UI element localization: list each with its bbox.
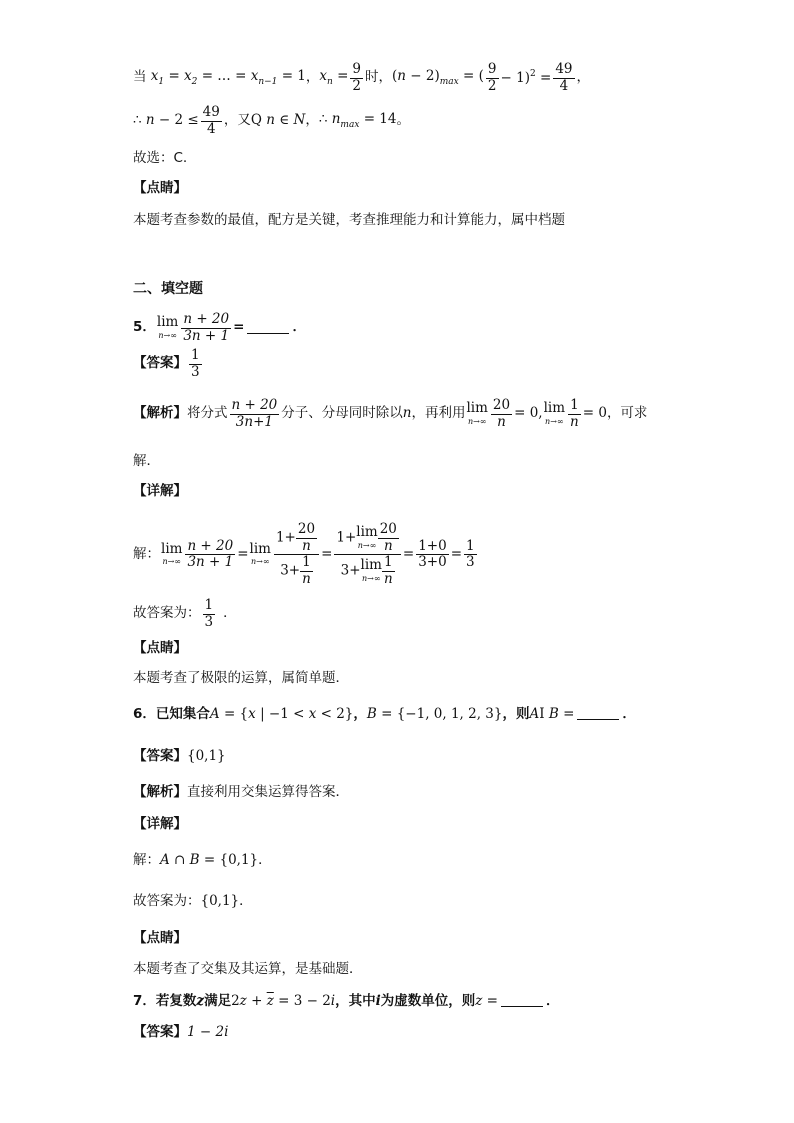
- analysis-text: 直接利用交集运算得答案．: [187, 784, 349, 800]
- final-frac-1-3: $\frac{1}{3}$: [204, 597, 214, 630]
- lim-symbol: lim n→∞: [156, 314, 179, 340]
- q6-detail-tag: [133, 818, 187, 832]
- detail-end: ．: [258, 852, 272, 868]
- detail-prefix: 解：: [133, 852, 160, 868]
- set-A: A = {x | −1 < x < 2}: [209, 706, 354, 722]
- frac-20-n: $\frac{20}{n}$: [492, 397, 511, 430]
- math-nmax: $(n - 2)_{max}$ = (: [392, 67, 484, 87]
- answer-blank-6: [577, 709, 619, 720]
- frac-n20-3n1: $\frac{n + 20}{3n + 1}$: [183, 311, 230, 344]
- q6-dianjing: [133, 932, 187, 946]
- analysis-text-e: 解．: [133, 453, 160, 469]
- lim-symbol-a: lim n→∞: [466, 400, 488, 426]
- period: ．: [545, 993, 560, 1009]
- answer-tag: 【答案】: [133, 748, 187, 764]
- math-equation: $2z + \overline{z} = 3 - 2i$: [231, 993, 336, 1009]
- answer-frac-1-3: $\frac{1}{3}$: [191, 347, 200, 380]
- set-B: B = {−1, 0, 1, 2, 3}: [366, 706, 503, 722]
- q5-number: 5．: [133, 319, 156, 336]
- final-value: {0,1}: [200, 893, 240, 909]
- lim-symbol-c: lim n→∞: [161, 540, 183, 567]
- text-shi: 时，: [365, 69, 393, 86]
- question-7: [133, 995, 559, 1009]
- lim-symbol-d: lim n→∞: [249, 540, 271, 567]
- therefore-symbol: ∴: [133, 112, 142, 129]
- detail-tag: 【详解】: [133, 483, 187, 499]
- dianjing-text: 【点睛】: [133, 180, 187, 196]
- q5-detail-tag: [133, 485, 187, 499]
- sep: ，: [305, 69, 320, 86]
- q5-comment: [133, 672, 349, 686]
- frac-detail-1: $\frac{n + 20}{3n + 1}$: [187, 537, 234, 571]
- period: ．: [292, 319, 306, 336]
- final-prefix: 故答案为：: [133, 605, 201, 622]
- q5-analysis-cont: [133, 455, 160, 469]
- sep: ，: [353, 706, 367, 722]
- math-eq0: = 0,: [514, 405, 543, 422]
- analysis-text-a: 将分式: [187, 405, 228, 422]
- analysis-text-d: ，可求: [606, 405, 648, 422]
- q6-analysis-line: [133, 786, 349, 800]
- answer-blank: [247, 323, 289, 334]
- q7-answer-line: [133, 1026, 228, 1040]
- frac-9-2-b: $\frac{9}{2}$: [487, 61, 497, 94]
- comment-text: 本题考查参数的最值，配方是关键，考查推理能力和计算能力，属中档题: [133, 212, 565, 228]
- answer-tag: 【答案】: [133, 1024, 187, 1040]
- eq4: =: [450, 545, 463, 562]
- frac-analysis: $\frac{n + 20}{3n+1}$: [231, 397, 278, 430]
- math-xn: $x_n$ =: [319, 67, 349, 87]
- frac-detail-2: 1+ $\frac{20}{n}$ 3+ $\frac{1}{n}$: [274, 522, 319, 587]
- answer-value: 1 − 2i: [187, 1024, 229, 1040]
- q6-final-line: [133, 895, 253, 909]
- q7-text: 7．若复数: [133, 993, 197, 1009]
- comment-text: 本题考查了极限的运算，属简单题．: [133, 670, 349, 686]
- q6-text: 6．已知集合: [133, 706, 210, 722]
- analysis-tag: 【解析】: [133, 784, 187, 800]
- math-z-eq: z =: [475, 993, 498, 1009]
- math-A-cap-B: AI B =: [529, 706, 575, 722]
- q7-imag: 为虚数单位，则: [380, 993, 476, 1009]
- dianjing-tag-1: [133, 182, 187, 196]
- math-n-minus-2: n − 2 ≤: [141, 112, 199, 129]
- frac-detail-4: $\frac{1+0}{3+0}$: [418, 537, 447, 571]
- equals: =: [233, 319, 245, 336]
- solution-line-condition: [133, 62, 590, 94]
- final-end: ．: [223, 605, 237, 622]
- frac-1-n: $\frac{1}{n}$: [570, 397, 579, 430]
- math-nmax-14: ∴ $n_{max} = 14$: [318, 110, 397, 130]
- q5-dianjing: [133, 642, 187, 656]
- frac-detail-5: $\frac{1}{3}$: [466, 537, 475, 571]
- solution-line-bound: [133, 105, 410, 137]
- analysis-tag: 【解析】: [133, 405, 187, 422]
- sep: ，: [223, 112, 238, 129]
- answer-value: {0,1}: [187, 748, 226, 764]
- sep-end: ，: [576, 69, 590, 86]
- q5-answer-line: [133, 348, 204, 380]
- text-you: 又: [237, 112, 251, 129]
- q6-answer-line: [133, 750, 226, 764]
- section-title: [133, 282, 203, 296]
- comment-line-1: [133, 214, 565, 228]
- period: ．: [622, 706, 636, 722]
- q5-detail-line: [133, 522, 479, 587]
- q7-comma: ，其中: [335, 993, 376, 1009]
- math-eq0-b: = 0: [582, 405, 607, 422]
- question-5: [133, 312, 306, 344]
- comment-text: 本题考查了交集及其运算，是基础题．: [133, 961, 363, 977]
- q7-satisfy: 满足: [204, 993, 232, 1009]
- frac-detail-3: 1+ lim n→∞ $\frac{20}{n}$ 3+ lim n→∞ $\frac{1}{n}$: [334, 522, 401, 587]
- q6-detail-line: [133, 854, 272, 868]
- question-6: [133, 708, 636, 722]
- math-x-sequence: $x_1 = x_2$ = … = $x_{n-1} = 1$: [146, 67, 306, 87]
- final-end: ．: [239, 893, 253, 909]
- detail-prefix: 解：: [133, 545, 160, 562]
- eq3: =: [402, 545, 415, 562]
- eq1: =: [237, 545, 249, 562]
- analysis-text-b: 分子、分母同时除以: [281, 405, 403, 422]
- dianjing-text: 【点睛】: [133, 930, 187, 946]
- dianjing-text: 【点睛】: [133, 640, 187, 656]
- q6-then: ，则: [502, 706, 530, 722]
- frac-49-4: $\frac{49}{4}$: [555, 61, 573, 94]
- detail-tag: 【详解】: [133, 816, 187, 832]
- var-z: z: [196, 993, 205, 1009]
- sep: ，: [305, 112, 319, 129]
- final-prefix: 故答案为：: [133, 893, 201, 909]
- math-intersection: A ∩ B = {0,1}: [160, 852, 259, 868]
- math-n: n: [402, 405, 412, 422]
- text-when: 当: [133, 69, 147, 86]
- choice-line: [133, 152, 187, 166]
- answer-blank-7: [501, 996, 543, 1007]
- period: 。: [396, 112, 410, 129]
- q6-comment: [133, 963, 363, 977]
- math-minus-one-squared: − 1)$^2$ =: [500, 69, 552, 87]
- q5-final-line: [133, 598, 237, 630]
- frac-9-2: $\frac{9}{2}$: [352, 61, 362, 94]
- analysis-text-c: ，再利用: [411, 405, 466, 422]
- q5-analysis-line: [133, 398, 647, 430]
- frac-49-4-b: $\frac{49}{4}$: [202, 104, 220, 137]
- section-title-text: 二、填空题: [133, 281, 203, 297]
- var-i: i: [375, 993, 381, 1009]
- answer-tag: 【答案】: [133, 355, 187, 372]
- choice-text: 故选：C.: [133, 150, 188, 166]
- lim-symbol-b: lim n→∞: [543, 400, 566, 426]
- math-n-in-N: Q n ∈ N: [250, 112, 306, 129]
- eq2: =: [321, 545, 333, 562]
